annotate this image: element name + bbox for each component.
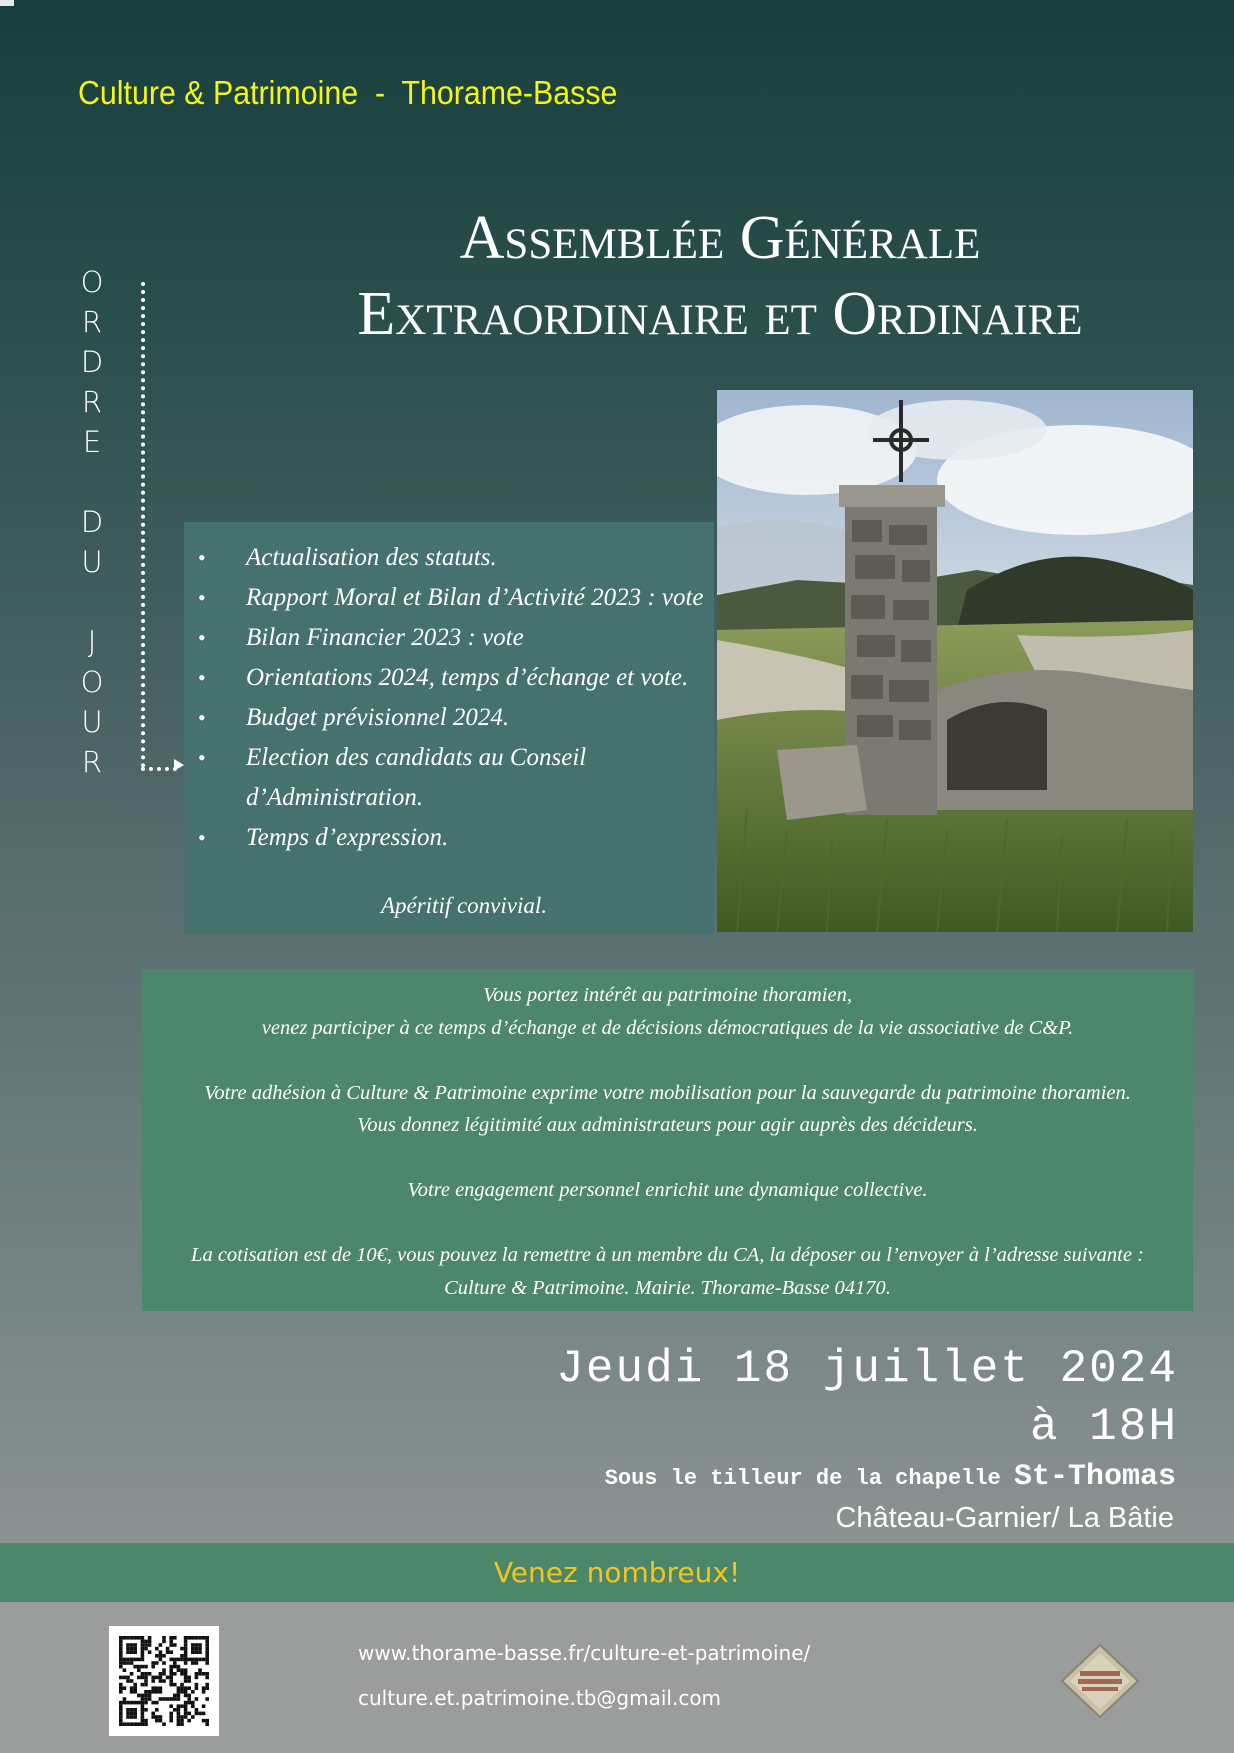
vertical-label-letter: D (80, 345, 104, 379)
agenda-box (184, 522, 714, 934)
vertical-label-gap (70, 462, 114, 502)
vertical-label-letter: D (80, 505, 104, 539)
agenda-list (184, 522, 714, 858)
agenda-item: • Actualisation des statuts. (184, 538, 714, 578)
event-location: Château-Garnier/ La Bâtie (835, 1502, 1174, 1534)
qr-code-icon[interactable] (109, 1626, 219, 1736)
call-to-action-banner (0, 1543, 1234, 1602)
vertical-label-letter: E (82, 425, 102, 459)
vertical-label-letter: O (80, 265, 104, 299)
agenda-item: • Orientations 2024, temps d’échange et vote. (184, 658, 714, 698)
info-paragraph: Votre engagement personnel enrichit une dynamique collective. (407, 1179, 928, 1201)
title-line-2: Extraordinaire et Ordinaire (357, 280, 1083, 348)
agenda-item: • Bilan Financier 2023 : vote (184, 618, 714, 658)
bullet-icon: • (198, 825, 206, 850)
bullet-icon: • (198, 585, 206, 610)
vertical-label-letter: O (80, 665, 104, 699)
arrow-right-icon (174, 759, 184, 771)
vertical-label-letter: R (81, 385, 103, 419)
title-line-1: Assemblée Générale (459, 204, 981, 272)
page-title (300, 200, 1140, 352)
info-paragraph: Vous portez intérêt au patrimoine thoramien, venez participer à ce temps d’échange et de décisions démocratiques de la vie associative de C&P. (261, 984, 1074, 1039)
agenda-item: • Election des candidats au Conseil d’Administration. (184, 738, 714, 818)
bullet-icon: • (198, 745, 206, 770)
info-box (142, 969, 1193, 1311)
vertical-label-letter: J (87, 625, 97, 659)
vertical-label-letter: U (81, 705, 103, 739)
dotted-connector-vertical (141, 282, 145, 768)
info-paragraph: Votre adhésion à Culture & Patrimoine exprime votre mobilisation pour la sauvegarde du patrimoine thoramien. Vous donnez légitimité aux administrateurs pour agir auprès des décideurs. (204, 1081, 1131, 1136)
agenda-item: • Rapport Moral et Bilan d’Activité 2023 : vote (184, 578, 714, 618)
corner-mark (0, 0, 14, 6)
banner-text: Venez nombreux! (493, 1556, 741, 1589)
aperitif-note: Apéritif convivial. (380, 893, 548, 918)
bullet-icon: • (198, 665, 206, 690)
event-time: à 18H (1029, 1401, 1178, 1453)
info-paragraph: La cotisation est de 10€, vous pouvez la remettre à un membre du CA, la déposer ou l’envoyer à l’adresse suivante : Culture & Patrimoine. Mairie. Thorame-Basse 04170. (191, 1244, 1144, 1299)
vertical-label-gap (70, 582, 114, 622)
organization-header: Culture & Patrimoine - Thorame-Basse (78, 74, 618, 111)
bullet-icon: • (198, 625, 206, 650)
vertical-label-letter: R (81, 745, 103, 779)
vertical-label-letter: R (81, 305, 103, 339)
event-place: Sous le tilleur de la chapelle St-Thomas (604, 1460, 1176, 1494)
bullet-icon: • (198, 705, 206, 730)
vertical-label-letter: U (81, 545, 103, 579)
chapel-photo (717, 390, 1193, 932)
email-link[interactable]: culture.et.patrimoine.tb@gmail.com (358, 1686, 722, 1710)
bullet-icon: • (198, 545, 206, 570)
ordre-du-jour-vertical-label (70, 262, 114, 782)
association-logo (1060, 1643, 1140, 1719)
agenda-item: • Budget prévisionnel 2024. (184, 698, 714, 738)
event-date-time (556, 1340, 1178, 1456)
agenda-item: • Temps d’expression. (184, 818, 714, 858)
chapel-name: St-Thomas (1013, 1460, 1176, 1494)
event-date: Jeudi 18 juillet 2024 (556, 1343, 1178, 1395)
dotted-connector-horizontal (141, 767, 177, 771)
website-link[interactable]: www.thorame-basse.fr/culture-et-patrimoine/ (358, 1641, 811, 1665)
